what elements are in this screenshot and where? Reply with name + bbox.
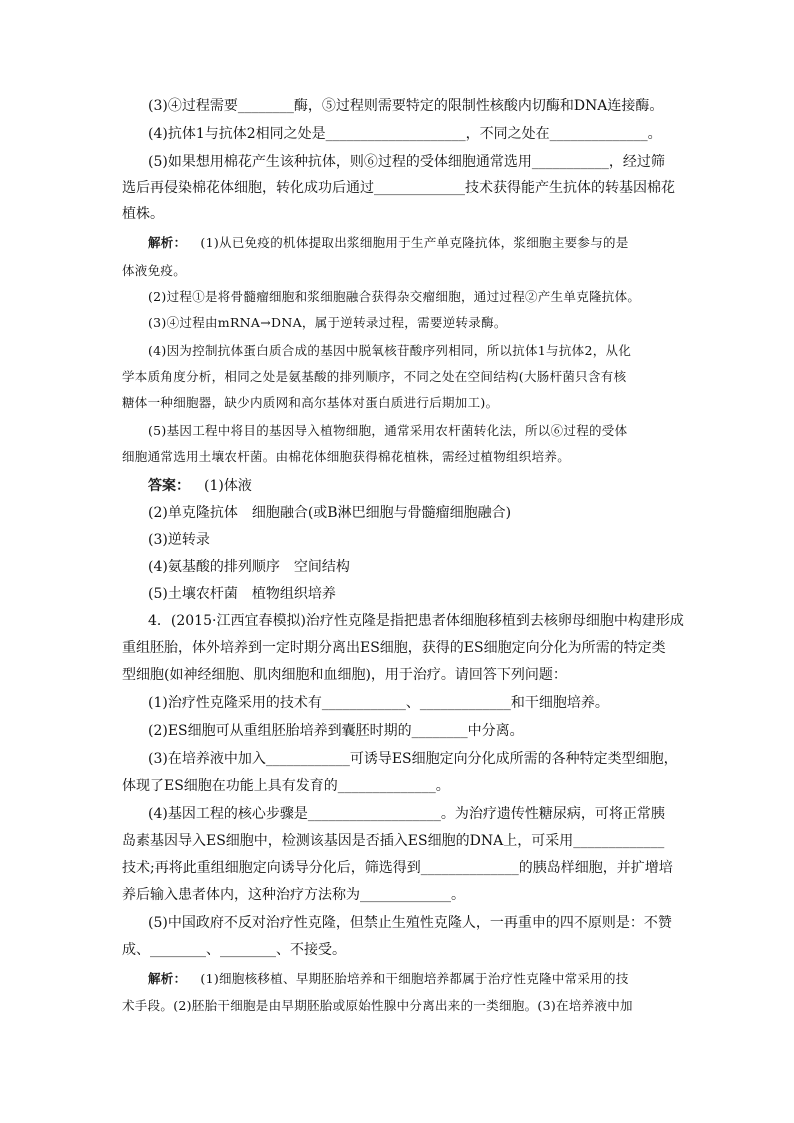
q4-part4-line4: 养后输入患者体内，这种治疗方法称为_____________。 xyxy=(122,887,465,903)
q3-part3: (3)④过程需要________酶，⑤过程则需要特定的限制性核酸内切酶和DNA连接酶。 xyxy=(148,98,664,114)
analysis-line-1b: 体液免疫。 xyxy=(122,263,187,278)
q4-part2: (2)ES细胞可从重组胚胎培养到囊胚时期的________中分离。 xyxy=(148,723,524,739)
q4-line1: 4．(2015·江西宜春模拟)治疗性克隆是指把患者体细胞移植到去核卵母细胞中构建形成 xyxy=(148,613,684,629)
q3-part5-line2: 选后再侵染棉花体细胞，转化成功后通过_____________技术获得能产生抗体的转基因棉花 xyxy=(122,180,675,196)
q3-part5-line3: 植株。 xyxy=(122,206,164,222)
answer-line-2: (2)单克隆抗体 细胞融合(或B淋巴细胞与骨髓瘤细胞融合) xyxy=(148,505,512,521)
q4-part4-line3: 技术;再将此重组细胞定向诱导分化后，筛选得到______________的胰岛样细胞，并扩增培 xyxy=(122,860,673,876)
q4-part5-line1: (5)中国政府不反对治疗性克隆，但禁止生殖性克隆人，一再重申的四不原则是：不赞 xyxy=(148,915,672,931)
analysis-text-1a: (1)从已免疫的机体提取出浆细胞用于生产单克隆抗体，浆细胞主要参与的是 xyxy=(200,235,629,250)
analysis-line-4c: 糖体一种细胞器，缺少内质网和高尔基体对蛋白质进行后期加工)。 xyxy=(122,395,499,410)
q4-part5-line2: 成、________、________、不接受。 xyxy=(122,942,346,958)
analysis-line-5a: (5)基因工程中将目的基因导入植物细胞，通常采用农杆菌转化法，所以⑥过程的受体 xyxy=(148,423,628,438)
q3-part4: (4)抗体1与抗体2相同之处是____________________，不同之处在______________。 xyxy=(148,126,662,142)
q4-part3-line2: 体现了ES细胞在功能上具有发育的______________。 xyxy=(122,778,450,794)
analysis2-label: 解析： xyxy=(148,971,187,986)
q4-part3-line1: (3)在培养液中加入____________可诱导ES细胞定向分化成所需的各种特定类型细胞， xyxy=(148,751,678,767)
answer-text-1: (1)体液 xyxy=(204,478,252,494)
analysis-label: 解析： xyxy=(148,235,187,250)
q4-line2: 重组胚胎，体外培养到一定时期分离出ES细胞，获得的ES细胞定向分化为所需的特定类 xyxy=(122,640,666,656)
q4-part4-line2: 岛素基因导入ES细胞中，检测该基因是否插入ES细胞的DNA上，可采用_____________ xyxy=(122,833,665,849)
analysis-line-3: (3)④过程由mRNA→DNA，属于逆转录过程，需要逆转录酶。 xyxy=(148,315,507,330)
analysis-line-5b: 细胞通常选用土壤农杆菌。由棉花体细胞获得棉花植株，需经过植物组织培养。 xyxy=(122,449,571,464)
answer-line-4: (4)氨基酸的排列顺序 空间结构 xyxy=(148,559,350,575)
analysis-line-4a: (4)因为控制抗体蛋白质合成的基因中脱氧核苷酸序列相同，所以抗体1与抗体2，从化 xyxy=(148,343,632,358)
q4-part1: (1)治疗性克隆采用的技术有____________、_____________和干细胞培养。 xyxy=(148,695,609,711)
q3-part5-line1: (5)如果想用棉花产生该种抗体，则⑥过程的受体细胞通常选用___________，经过筛 xyxy=(148,154,665,170)
q4-part4-line1: (4)基因工程的核心步骤是___________________。为治疗遗传性糖尿病，可将正常胰 xyxy=(148,806,665,822)
analysis2-line-1b: 术手段。(2)胚胎干细胞是由早期胚胎或原始性腺中分离出来的一类细胞。(3)在培养液中加 xyxy=(122,998,633,1013)
answer-line-1 xyxy=(148,476,252,496)
answer-label: 答案： xyxy=(148,478,190,494)
answer-line-3: (3)逆转录 xyxy=(148,532,210,548)
analysis-line-4b: 学本质角度分析，相同之处是氨基酸的排列顺序，不同之处在空间结构(大肠杆菌只含有核 xyxy=(122,369,627,384)
analysis-line-1a xyxy=(148,233,629,253)
q4-line3: 型细胞(如神经细胞、肌肉细胞和血细胞)，用于治疗。请回答下列问题： xyxy=(122,667,567,683)
analysis2-text-1a: (1)细胞核移植、早期胚胎培养和干细胞培养都属于治疗性克隆中常采用的技 xyxy=(200,971,629,986)
analysis2-line-1a xyxy=(148,969,629,989)
analysis-line-2: (2)过程①是将骨髓瘤细胞和浆细胞融合获得杂交瘤细胞，通过过程②产生单克隆抗体。 xyxy=(148,289,641,304)
answer-line-5: (5)土壤农杆菌 植物组织培养 xyxy=(148,586,336,602)
